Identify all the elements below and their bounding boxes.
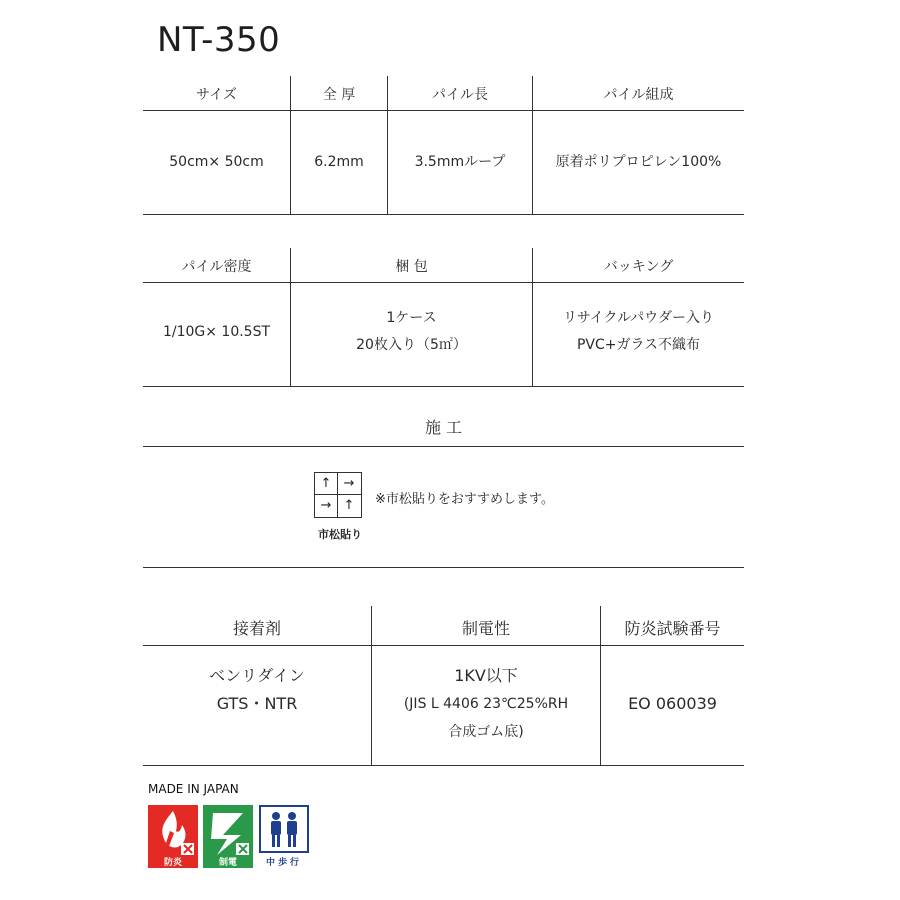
value-pile-length: 3.5mmループ xyxy=(414,153,506,170)
arrow-right-icon: → xyxy=(320,498,332,513)
value-packing xyxy=(291,290,532,374)
header-packing: 梱 包 xyxy=(395,258,428,275)
arrow-right-icon: → xyxy=(343,476,355,491)
value-antistatic xyxy=(372,648,600,760)
divider xyxy=(143,282,744,283)
header-thickness: 全 厚 xyxy=(322,86,356,103)
install-note: ※市松貼りをおすすめします。 xyxy=(375,492,554,507)
flame-retardant-label: 防炎 xyxy=(163,858,183,868)
packing-line-1: 1ケース xyxy=(386,310,437,326)
header-fire-test-number: 防炎試験番号 xyxy=(624,618,721,638)
header-pile-density: パイル密度 xyxy=(181,258,252,275)
icon-divider xyxy=(315,494,361,495)
antistatic-badge xyxy=(203,805,253,868)
divider xyxy=(143,446,744,447)
walking-grade-label: 中歩行 xyxy=(265,858,303,868)
arrow-up-icon: ↑ xyxy=(320,476,332,491)
header-antistatic: 制電性 xyxy=(461,618,510,638)
walking-grade-badge xyxy=(259,805,309,868)
header-backing: バッキング xyxy=(603,258,674,275)
value-backing xyxy=(533,290,744,374)
install-header: 施 工 xyxy=(424,418,463,437)
header-adhesive: 接着剤 xyxy=(232,618,281,638)
made-in-label: MADE IN JAPAN xyxy=(148,782,239,796)
arrow-up-icon: ↑ xyxy=(343,498,355,513)
product-model-title: NT-350 xyxy=(157,20,281,60)
header-pile-length: パイル長 xyxy=(432,86,488,103)
divider xyxy=(143,386,744,387)
value-thickness: 6.2mm xyxy=(314,153,364,170)
walking-people-icon xyxy=(259,805,309,868)
antistatic-line-2: (JIS L 4406 23℃25%RH xyxy=(403,696,569,712)
divider xyxy=(143,567,744,568)
adhesive-line-2: GTS・NTR xyxy=(216,694,298,713)
value-adhesive xyxy=(143,648,371,760)
value-pile-composition: 原着ポリプロピレン100% xyxy=(555,153,722,170)
antistatic-icon xyxy=(203,805,253,868)
antistatic-line-3: 合成ゴム底) xyxy=(448,724,524,740)
adhesive-line-1: ベンリダイン xyxy=(209,666,305,685)
flame-retardant-icon xyxy=(148,805,198,868)
divider xyxy=(143,645,744,646)
checkerboard-layout-icon xyxy=(314,472,362,518)
value-pile-density: 1/10G× 10.5ST xyxy=(162,323,271,340)
header-pile-composition: パイル組成 xyxy=(603,86,674,103)
divider xyxy=(143,765,744,766)
divider xyxy=(143,110,744,111)
packing-line-2: 20枚入り（5㎡） xyxy=(356,337,467,353)
flame-retardant-badge xyxy=(148,805,198,868)
backing-line-1: リサイクルパウダー入り xyxy=(563,310,714,326)
icon-divider xyxy=(337,473,338,517)
header-size: サイズ xyxy=(196,86,237,103)
checkerboard-caption: 市松貼り xyxy=(318,528,362,541)
backing-line-2: PVC+ガラス不織布 xyxy=(576,337,701,353)
divider xyxy=(143,214,744,215)
antistatic-line-1: 1KV以下 xyxy=(454,666,518,685)
value-fire-test-number: EO 060039 xyxy=(628,694,717,713)
value-size: 50cm× 50cm xyxy=(169,153,264,170)
antistatic-label: 制電 xyxy=(218,858,238,868)
